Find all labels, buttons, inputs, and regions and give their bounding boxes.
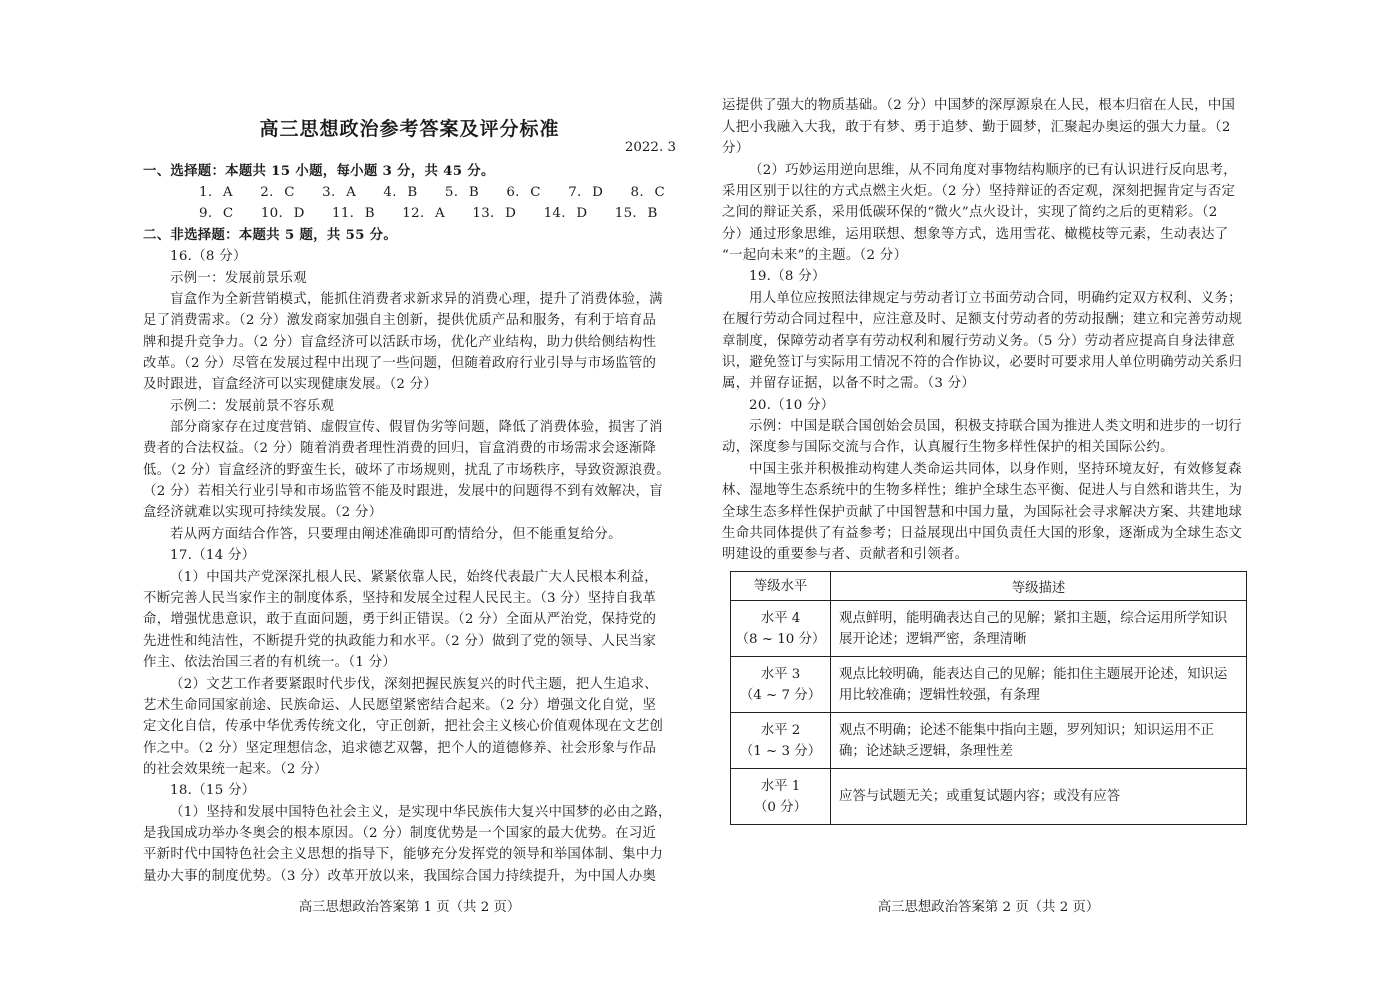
document-title: 高三思想政治参考答案及评分标准 xyxy=(259,118,560,140)
section-heading: 二、非选择题：本题共 5 题，共 55 分。 xyxy=(143,227,398,243)
paragraph-line: 在履行劳动合同过程中，应注意及时、足额支付劳动者的劳动报酬；建立和完善劳动规 xyxy=(722,312,1243,327)
question-number: 20.（10 分） xyxy=(749,398,835,413)
table-header: 等级水平 xyxy=(731,572,831,601)
level-description: 应答与试题无关；或重复试题内容；或没有应答 xyxy=(831,769,1247,825)
paragraph-line: 作主、依法治国三者的有机统一。（1 分） xyxy=(143,655,397,670)
level-description: 观点鲜明，能明确表达自己的见解；紧扣主题，综合运用所学知识展开论述；逻辑严密，条理清晰 xyxy=(831,601,1247,657)
paragraph-line: 盲盒作为全新营销模式，能抓住消费者求新求异的消费心理，提升了消费体验，满 xyxy=(170,292,663,307)
paragraph-line: 改革。（2 分）尽管在发展过程中出现了一些问题，但随着政府行业引导与市场监管的 xyxy=(143,356,657,371)
paragraph-line: 低。（2 分）盲盒经济的野蛮生长，破坏了市场规则，扰乱了市场秩序，导致资源浪费。 xyxy=(143,463,670,478)
paragraph-line: 若从两方面结合作答，只要理由阐述准确即可酌情给分，但不能重复给分。 xyxy=(170,527,622,542)
table-row xyxy=(731,657,1247,713)
question-number: 17.（14 分） xyxy=(170,548,256,563)
level-name: 水平 4 xyxy=(760,610,801,626)
paragraph-line: （2）文艺工作者要紧跟时代步伐，深刻把握民族复兴的时代主题，把人生追求、 xyxy=(170,677,658,692)
paragraph-line: 示例一：发展前景乐观 xyxy=(170,271,307,286)
paragraph-line: 不断完善人民当家作主的制度体系，坚持和发展全过程人民民主。（3 分）坚持自我革 xyxy=(143,591,657,606)
paragraph-line: 林、湿地等生态系统中的生物多样性；维护全球生态平衡、促进人与自然和谐共生，为 xyxy=(722,483,1243,498)
paragraph-line: 示例：中国是联合国创始会员国，积极支持联合国为推进人类文明和进步的一切行 xyxy=(749,419,1242,434)
paragraph-line: 中国主张并积极推动构建人类命运共同体，以身作则，坚持环境友好，有效修复森 xyxy=(749,462,1242,477)
paragraph-line: 章制度，保障劳动者享有劳动权利和履行劳动义务。（5 分）劳动者应提高自身法律意 xyxy=(722,334,1236,349)
paragraph-line: 部分商家存在过度营销、虚假宣传、假冒伪劣等问题，降低了消费体验，损害了消 xyxy=(170,420,663,435)
paragraph-line: 的社会效果统一起来。（2 分） xyxy=(143,762,328,777)
paragraph-line: 示例二：发展前景不容乐观 xyxy=(170,399,335,414)
paragraph-line: 采用区别于以往的方式点燃主火炬。（2 分）坚持辩证的否定观，深刻把握肯定与否定 xyxy=(722,184,1236,199)
page-footer: 高三思想政治答案第 1 页（共 2 页） xyxy=(298,900,521,915)
table-header-row xyxy=(731,572,1247,601)
paragraph-line: 牌和提升竞争力。（2 分）盲盒经济可以活跃市场，优化产业结构，助力供给侧结构性 xyxy=(143,335,657,350)
paragraph-line: 作之中。（2 分）坚定理想信念，追求德艺双馨，把个人的道德修养、社会形象与作品 xyxy=(143,741,657,756)
paragraph-line: 识，避免签订与实际用工情况不符的合作协议，必要时可要求用人单位明确劳动关系归 xyxy=(722,355,1243,370)
level-cell xyxy=(731,769,831,825)
document-date: 2022. 3 xyxy=(624,140,676,155)
table-row xyxy=(731,713,1247,769)
paragraph-line: 生命共同体提供了有益参考；日益展现出中国负责任大国的形象，逐渐成为全球生态文 xyxy=(722,526,1243,541)
level-description: 观点不明确；论述不能集中指向主题，罗列知识；知识运用不正确；论述缺乏逻辑，条理性差 xyxy=(831,713,1247,769)
paragraph-line: “一起向未来”的主题。（2 分） xyxy=(722,248,908,263)
paragraph-line: 之间的辩证关系，采用低碳环保的“微火”点火设计，实现了简约之后的更精彩。（2 xyxy=(722,205,1218,220)
section-heading: 一、选择题：本题共 15 小题，每小题 3 分，共 45 分。 xyxy=(143,163,495,179)
answer-key-row: 1. A 2. C 3. A 4. B 5. B 6. C 7. D 8. C xyxy=(199,185,666,200)
level-range: （8 ~ 10 分） xyxy=(735,631,826,647)
paragraph-line: 运提供了强大的物质基础。（2 分）中国梦的深厚源泉在人民，根本归宿在人民，中国 xyxy=(722,98,1236,113)
paragraph-line: （2 分）若相关行业引导和市场监管不能及时跟进，发展中的问题得不到有效解决，盲 xyxy=(143,484,663,499)
paragraph-line: 是我国成功举办冬奥会的根本原因。（2 分）制度优势是一个国家的最大优势。在习近 xyxy=(143,826,657,841)
paragraph-line: （2）巧妙运用逆向思维，从不同角度对事物结构顺序的已有认识进行反向思考， xyxy=(749,163,1237,178)
question-number: 16.（8 分） xyxy=(170,249,247,264)
paragraph-line: 属，并留存证据，以备不时之需。（3 分） xyxy=(722,376,976,391)
level-cell xyxy=(731,713,831,769)
paragraph-line: 动，深度参与国际交流与合作，认真履行生物多样性保护的相关国际公约。 xyxy=(722,440,1174,455)
question-number: 18.（15 分） xyxy=(170,783,256,798)
grading-table xyxy=(730,571,1247,825)
paragraph-line: （1）中国共产党深深扎根人民、紧紧依靠人民，始终代表最广大人民根本利益， xyxy=(170,570,658,585)
paragraph-line: 费者的合法权益。（2 分）随着消费者理性消费的回归，盲盒消费的市场需求会逐渐降 xyxy=(143,441,657,456)
level-cell xyxy=(731,601,831,657)
level-range: （0 分） xyxy=(754,799,807,815)
level-cell xyxy=(731,657,831,713)
paragraph-line: 盒经济就难以实现可持续发展。（2 分） xyxy=(143,505,383,520)
paragraph-line: 足了消费需求。（2 分）激发商家加强自主创新，提供优质产品和服务，有利于培育品 xyxy=(143,313,657,328)
page-footer: 高三思想政治答案第 2 页（共 2 页） xyxy=(877,900,1100,915)
level-range: （4 ~ 7 分） xyxy=(739,687,822,703)
level-name: 水平 2 xyxy=(760,722,801,738)
paragraph-line: 及时跟进，盲盒经济可以实现健康发展。（2 分） xyxy=(143,377,438,392)
level-description: 观点比较明确，能表达自己的见解；能扣住主题展开论述，知识运用比较准确；逻辑性较强，有条理 xyxy=(831,657,1247,713)
paragraph-line: 分）通过形象思维，运用联想、想象等方式，选用雪花、橄榄枝等元素，生动表达了 xyxy=(722,227,1229,242)
paragraph-line: 命，增强忧患意识，敢于直面问题，勇于纠正错误。（2 分）全面从严治党，保持党的 xyxy=(143,612,657,627)
level-name: 水平 3 xyxy=(760,666,801,682)
paragraph-line: 先进性和纯洁性，不断提升党的执政能力和水平。（2 分）做到了党的领导、人民当家 xyxy=(143,634,657,649)
table-header: 等级描述 xyxy=(831,572,1247,601)
paragraph-line: （1）坚持和发展中国特色社会主义，是实现中华民族伟大复兴中国梦的必由之路， xyxy=(170,805,672,820)
paragraph-line: 分） xyxy=(722,141,750,156)
paragraph-line: 用人单位应按照法律规定与劳动者订立书面劳动合同，明确约定双方权利、义务； xyxy=(749,291,1242,306)
paragraph-line: 艺术生命同国家前途、民族命运、人民愿望紧密结合起来。（2 分）增强文化自觉，坚 xyxy=(143,698,657,713)
level-range: （1 ~ 3 分） xyxy=(739,743,822,759)
paragraph-line: 定文化自信，传承中华优秀传统文化，守正创新，把社会主义核心价值观体现在文艺创 xyxy=(143,719,664,734)
paragraph-line: 明建设的重要参与者、贡献者和引领者。 xyxy=(722,547,969,562)
table-row xyxy=(731,601,1247,657)
level-name: 水平 1 xyxy=(760,778,801,794)
paragraph-line: 量办大事的制度优势。（3 分）改革开放以来，我国综合国力持续提升，为中国人办奥 xyxy=(143,869,657,884)
paragraph-line: 全球生态多样性保护贡献了中国智慧和中国力量，为国际社会寻求解决方案、共建地球 xyxy=(722,505,1243,520)
paragraph-line: 人把小我融入大我，敢于有梦、勇于追梦、勤于圆梦，汇聚起办奥运的强大力量。（2 xyxy=(722,120,1231,135)
table-row xyxy=(731,769,1247,825)
answer-key-row: 9. C 10. D 11. B 12. A 13. D 14. D 15. B xyxy=(199,206,658,221)
paragraph-line: 平新时代中国特色社会主义思想的指导下，能够充分发挥党的领导和举国体制、集中力 xyxy=(143,847,664,862)
question-number: 19.（8 分） xyxy=(749,269,826,284)
